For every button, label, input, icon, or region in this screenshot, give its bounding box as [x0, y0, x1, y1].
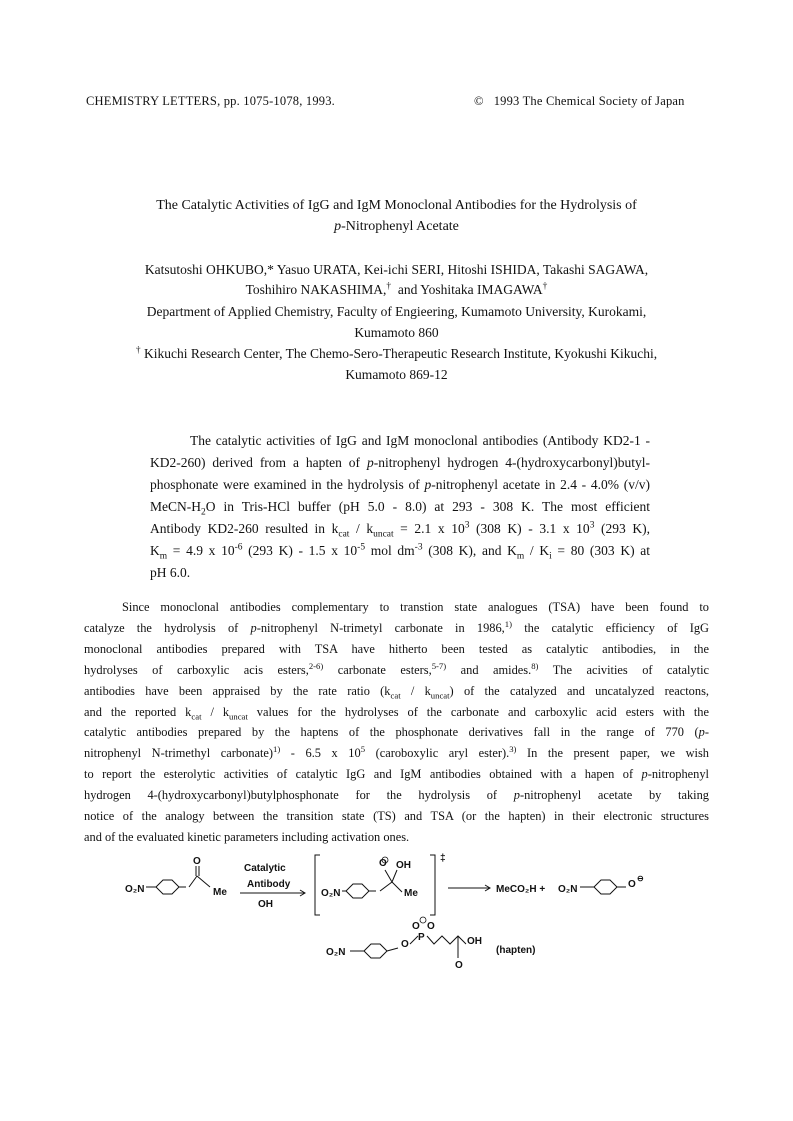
paper-title-line1: The Catalytic Activities of IgG and IgM Monoclonal Antibodies for the Hydrolysis of [156, 198, 637, 213]
catalytic-label: Catalytic [244, 863, 286, 874]
svg-text:O: O [379, 858, 387, 869]
svg-text:OH: OH [467, 936, 482, 947]
svg-text:O: O [455, 960, 463, 971]
affiliation-2-line2: Kumamoto 869-12 [345, 367, 448, 382]
svg-text:O₂N: O₂N [321, 888, 341, 899]
oh-label: OH [258, 899, 273, 910]
svg-text:O₂N: O₂N [558, 884, 578, 895]
svg-text:O: O [401, 939, 409, 950]
body-paragraph: Since monoclonal antibodies complementary to transtion state analogues (TSA) have been found to catalyze the hydrolysis of p-nitrophenyl N-trimetyl carbonate in 1986,$^{1)}$ the catalytic efficiency of IgG monoclonal antibodies prepared with TSA have hitherto been tested as catalytic antibodies, in the hydrolyses of carboxylic acis esters,$^{2-6)}$ carbonate esters,$^{5-7)}$ and amides.$^{8)}$ The acivities of catalytic antibodies have been appraised by the rate ratio $(k_{cat} / k_{uncat})$ of the catalyzed and uncatalyzed reactons, and the reported $k_{cat} / k_{uncat}$ values for the hydrolyses of the carbonate and carboxylic acid esters with the catalytic antibodies prepared by the haptens of the phosphonate derivatives fall in the range of 770 (p- nitrophenyl N-trimethyl carbonate)$^{1)}$ - 6.5 x $10^5$ (caroboxylic aryl ester).$^{3)}$ In the present paper, we wish to report the esterolytic activities of catalytic IgG and IgM antibodies obtained with a hapen of p-nitrophenyl hydrogen 4-(hydroxycarbonyl)butylphosphonate for the hydrolysis of p-nitrophenyl acetate by taking notice of the analogy between the transition state (TS) and TSA (or the hapten) in their electronic structures and of the evaluated kinetic parameters including activation ones. [84, 600, 710, 844]
authors-line2: Toshihiro NAKASHIMA,† and Yoshitaka IMAGAWA† [245, 281, 548, 297]
svg-text:O: O [628, 879, 636, 890]
affiliation-1-line1: Department of Applied Chemistry, Faculty of Engieering, Kumamoto University, Kurokami, [146, 304, 647, 319]
dagger-mark: † [386, 281, 392, 292]
svg-text:O: O [193, 856, 201, 867]
abstract: The catalytic activities of IgG and IgM monoclonal antibodies (Antibody KD2-1 - KD2-260) derived from a hapten of p-nitrophenyl hydrogen 4-(hydroxycarbonyl)butyl- phosphonate were examined in the hydrolysis of p-nitrophenyl acetate in 2.4 - 4.0% (v/v) MeCN-$H_2O$ in Tris-HCl buffer (pH 5.0 - 8.0) at 293 - 308 K. The most efficient Antibody KD2-260 resulted in $k_{cat} / k_{uncat} = 2.1$ x $10^3$ (308 K) - 3.1 x $10^3$ (293 K), $K_m = 4.9$ x $10^{-6}$ (293 K) - 1.5 x $10^{-5}$ mol $dm^{-3}$ (308 K), and $K_m / K_i = 80$ (303 K) at pH 6.0. [150, 433, 650, 580]
product-acetic-acid: MeCO₂H + [496, 884, 546, 895]
svg-text:O: O [427, 921, 435, 932]
paper-title-line2: p-Nitrophenyl Acetate [334, 219, 459, 234]
svg-text:OH: OH [396, 860, 411, 871]
svg-text:Me: Me [213, 887, 227, 898]
svg-text:P: P [418, 932, 425, 943]
affiliation-1-line2: Kumamoto 860 [354, 325, 439, 340]
reaction-scheme [0, 846, 793, 976]
antibody-label: Antibody [247, 879, 291, 890]
copyright-line [474, 94, 685, 109]
authors-line1: Katsutoshi OHKUBO,* Yasuo URATA, Kei-ichi SERI, Hitoshi ISHIDA, Takashi SAGAWA, [144, 262, 649, 277]
svg-text:O₂N: O₂N [326, 947, 346, 958]
affiliation-2-line1: † Kikuchi Research Center, The Chemo-Sero-Therapeutic Research Institute, Kyokushi Kikuchi, [135, 345, 658, 361]
svg-text:O: O [412, 921, 420, 932]
journal-citation: CHEMISTRY LETTERS, pp. 1075-1078, 1993. [86, 94, 336, 108]
transition-state-mark: ‡ [440, 853, 446, 864]
svg-text:Me: Me [404, 888, 418, 899]
copyright-symbol: © [474, 94, 484, 108]
svg-text:⊖: ⊖ [637, 874, 644, 883]
copyright-text: 1993 The Chemical Society of Japan [493, 94, 685, 108]
hapten-label: (hapten) [496, 945, 536, 956]
reactant-o2n: O₂N [125, 884, 145, 895]
